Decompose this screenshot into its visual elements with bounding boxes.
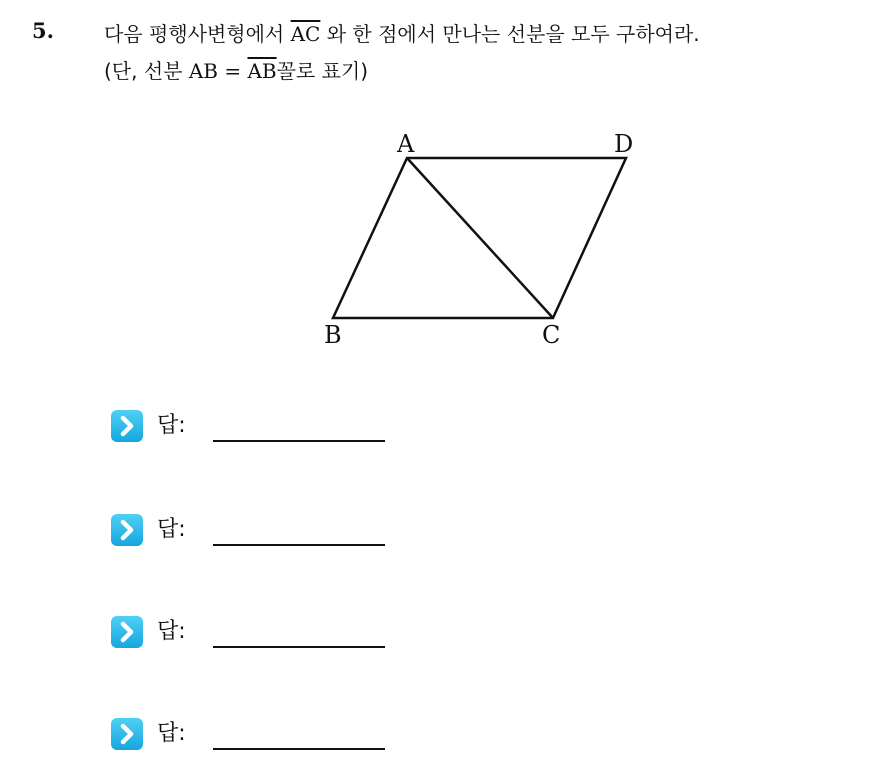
vertex-label-b: B xyxy=(324,321,342,349)
chevron-right-icon xyxy=(111,410,143,442)
segment-notation-overline: $\overline{AB}$ xyxy=(247,59,277,83)
answer-label: 답: xyxy=(157,619,186,644)
answer-blank-4[interactable] xyxy=(213,748,385,750)
segment-notation-plain: AB = xyxy=(188,59,248,83)
question-line1-after: 와 한 점에서 만나는 선분을 모두 구하여라. xyxy=(320,22,700,46)
diagonal-ac xyxy=(407,158,553,318)
vertex-label-a: A xyxy=(397,130,415,158)
chevron-right-icon xyxy=(111,718,143,750)
answer-blank-2[interactable] xyxy=(213,544,385,546)
vertex-label-c: C xyxy=(542,321,561,349)
answer-label: 답: xyxy=(157,413,186,438)
vertex-label-d: D xyxy=(614,130,634,158)
question-number: 5. xyxy=(32,18,54,43)
segment-ac-label: $\overline{AC}$ xyxy=(290,22,321,46)
answer-blank-1[interactable] xyxy=(213,440,385,442)
answer-label: 답: xyxy=(157,517,186,542)
chevron-right-icon xyxy=(111,616,143,648)
answer-blank-3[interactable] xyxy=(213,646,385,648)
chevron-right-icon xyxy=(111,514,143,546)
question-line1-before: 다음 평행사변형에서 xyxy=(104,22,291,46)
answer-label: 답: xyxy=(157,721,186,746)
question-line2-after: 꼴로 표기) xyxy=(276,59,369,83)
question-line2-before: (단, 선분 xyxy=(104,59,189,83)
